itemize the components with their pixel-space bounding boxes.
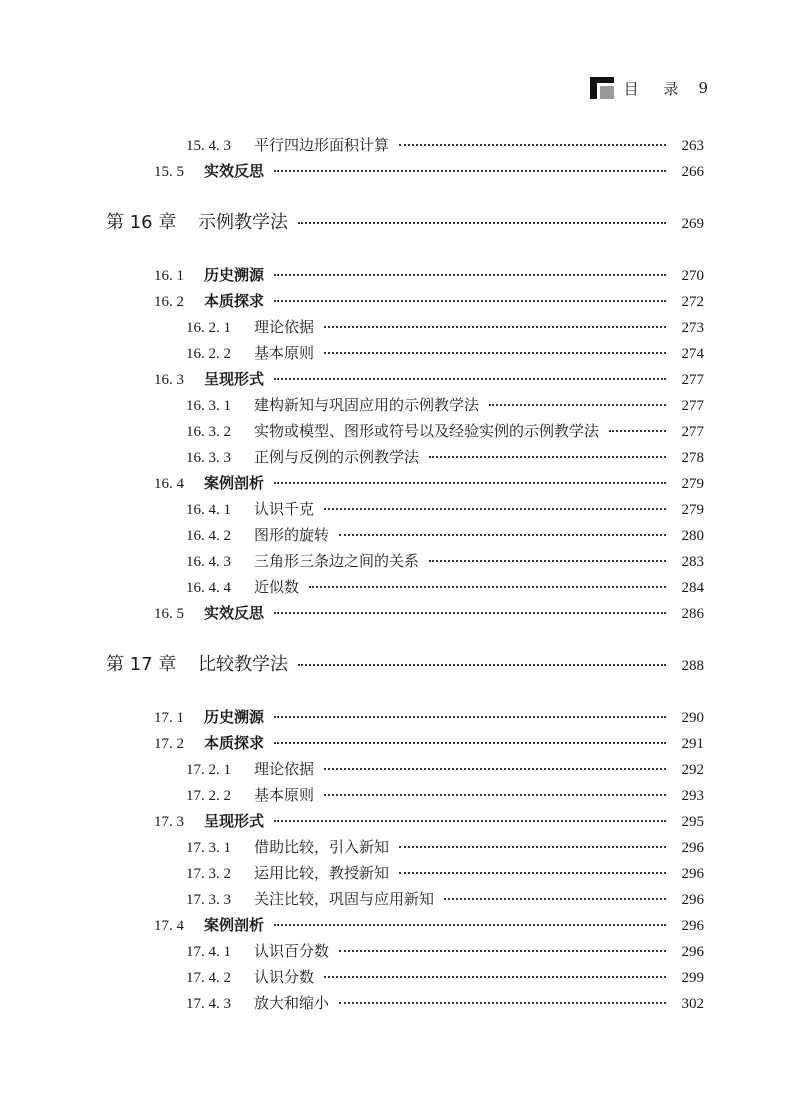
toc-entry-number: 16. 4. 2 (186, 528, 231, 544)
dot-leader (309, 586, 666, 588)
toc-entry-page: 277 (681, 424, 704, 440)
toc-entry (154, 289, 704, 313)
toc-entry-number: 16. 5 (154, 606, 184, 622)
toc-entry-title: 历史溯源 (204, 266, 265, 284)
dot-leader (609, 430, 666, 432)
toc-entry (154, 731, 704, 755)
dot-leader (324, 794, 666, 796)
toc-entry-title: 案例剖析 (204, 916, 265, 934)
toc-entry-page: 273 (681, 320, 704, 336)
dot-leader (324, 768, 666, 770)
toc-entry (154, 367, 704, 391)
dot-leader (274, 482, 666, 484)
toc-entry-title: 基本原则 (254, 344, 315, 362)
toc-entry (186, 549, 704, 573)
toc-entry-number: 17. 4. 3 (186, 996, 231, 1012)
dot-leader (399, 144, 666, 146)
toc-entry (154, 601, 704, 625)
toc-entry-title: 基本原则 (254, 786, 315, 804)
toc-entry-title: 认识分数 (254, 968, 315, 986)
toc-entry (186, 315, 704, 339)
toc-entry (186, 133, 704, 157)
toc-entry-page: 270 (681, 268, 704, 284)
toc-entry-page: 266 (681, 164, 704, 180)
dot-leader (274, 274, 666, 276)
toc-entry-title: 正例与反例的示例教学法 (254, 448, 420, 466)
toc-entry-page: 263 (681, 138, 704, 154)
dot-leader (429, 560, 666, 562)
toc-entry-page: 283 (681, 554, 704, 570)
toc-entry-title: 借助比较，引入新知 (254, 838, 390, 856)
toc-entry (154, 471, 704, 495)
toc-entry-number: 15. 4. 3 (186, 138, 231, 154)
toc-entry (186, 523, 704, 547)
toc-entry (186, 341, 704, 365)
chapter-entry (106, 650, 704, 680)
toc-entry-title: 理论依据 (254, 318, 315, 336)
toc-entry-number: 17. 2 (154, 736, 184, 752)
toc-entry (154, 705, 704, 729)
dot-leader (298, 664, 666, 666)
dot-leader (298, 222, 666, 224)
dot-leader (324, 352, 666, 354)
toc-entry (186, 939, 704, 963)
dot-leader (274, 820, 666, 822)
toc-entry-page: 284 (681, 580, 704, 596)
toc-entry-number: 16. 3. 2 (186, 424, 231, 440)
toc-entry-title: 三角形三条边之间的关系 (254, 552, 420, 570)
toc-entry-title: 实物或模型、图形或符号以及经验实例的示例教学法 (254, 422, 600, 440)
dot-leader (274, 612, 666, 614)
toc-entry-page: 279 (681, 502, 704, 518)
dot-leader (339, 950, 666, 952)
toc-entry (186, 861, 704, 885)
toc-entry-number: 17. 4. 2 (186, 970, 231, 986)
toc-entry-page: 274 (681, 346, 704, 362)
toc-entry-page: 296 (681, 944, 704, 960)
toc-entry-number: 16. 4. 4 (186, 580, 231, 596)
toc-entry-page: 296 (681, 918, 704, 934)
toc-entry-page: 291 (681, 736, 704, 752)
toc-entry-title: 近似数 (254, 578, 300, 596)
toc-entry-number: 17. 3. 1 (186, 840, 231, 856)
toc-entry-page: 302 (681, 996, 704, 1012)
toc-entry-number: 17. 3. 2 (186, 866, 231, 882)
toc-entry-number: 17. 3. 3 (186, 892, 231, 908)
dot-leader (339, 1002, 666, 1004)
toc-entry-title: 历史溯源 (204, 708, 265, 726)
toc-entry (186, 991, 704, 1015)
chapter-number: 第 16 章 (106, 212, 177, 233)
toc-entry-title: 呈现形式 (204, 812, 265, 830)
toc-entry-number: 16. 2. 2 (186, 346, 231, 362)
toc-entry-title: 关注比较，巩固与应用新知 (254, 890, 435, 908)
dot-leader (274, 742, 666, 744)
header-page-number: 9 (698, 79, 708, 97)
toc-entry-number: 17. 4 (154, 918, 184, 934)
toc-entry-title: 认识千克 (254, 500, 315, 518)
toc-entry (186, 419, 704, 443)
dot-leader (324, 976, 666, 978)
dot-leader (274, 924, 666, 926)
toc-entry (186, 965, 704, 989)
toc-entry-page: 286 (681, 606, 704, 622)
toc-entry-page: 296 (681, 840, 704, 856)
toc-entry (154, 913, 704, 937)
toc-entry-page: 272 (681, 294, 704, 310)
toc-entry (154, 263, 704, 287)
chapter-page: 269 (681, 216, 704, 232)
dot-leader (444, 898, 666, 900)
toc-entry (186, 835, 704, 859)
chapter-title: 示例教学法 (198, 212, 288, 233)
toc-entry (186, 393, 704, 417)
toc-entry-page: 295 (681, 814, 704, 830)
toc-entry-page: 279 (681, 476, 704, 492)
toc-entry (186, 887, 704, 911)
toc-entry-number: 17. 3 (154, 814, 184, 830)
toc-entry (154, 159, 704, 183)
toc-entry (186, 575, 704, 599)
toc-entry-page: 280 (681, 528, 704, 544)
toc-entry-number: 16. 2. 1 (186, 320, 231, 336)
chapter-title: 比较教学法 (198, 654, 288, 675)
toc-entry-title: 呈现形式 (204, 370, 265, 388)
toc-entry-page: 296 (681, 866, 704, 882)
toc-entry-number: 16. 3. 3 (186, 450, 231, 466)
toc-entry-page: 293 (681, 788, 704, 804)
toc-entry (186, 757, 704, 781)
dot-leader (274, 300, 666, 302)
dot-leader (274, 716, 666, 718)
dot-leader (339, 534, 666, 536)
dot-leader (324, 508, 666, 510)
toc-entry-title: 平行四边形面积计算 (254, 136, 390, 154)
toc-entry-title: 实效反思 (204, 162, 265, 180)
dot-leader (274, 378, 666, 380)
dot-leader (274, 170, 666, 172)
header-title: 目 录 (623, 79, 689, 98)
toc-entry-page: 292 (681, 762, 704, 778)
toc-entry-number: 17. 1 (154, 710, 184, 726)
toc-entry-number: 16. 4. 3 (186, 554, 231, 570)
toc-entry-page: 296 (681, 892, 704, 908)
toc-entry-number: 16. 1 (154, 268, 184, 284)
toc-entry-title: 认识百分数 (254, 942, 330, 960)
toc-entry (186, 445, 704, 469)
chapter-entry (106, 208, 704, 238)
dot-leader (399, 846, 666, 848)
toc-entry-title: 图形的旋转 (254, 526, 330, 544)
toc-entry-title: 本质探求 (204, 734, 265, 752)
toc-entry-title: 运用比较，教授新知 (254, 864, 390, 882)
toc-entry-number: 16. 3 (154, 372, 184, 388)
toc-entry-number: 16. 3. 1 (186, 398, 231, 414)
toc-entry-title: 理论依据 (254, 760, 315, 778)
toc-entry-number: 17. 4. 1 (186, 944, 231, 960)
toc-entry-page: 277 (681, 372, 704, 388)
toc-entry (186, 783, 704, 807)
toc-entry-number: 16. 2 (154, 294, 184, 310)
toc-entry (186, 497, 704, 521)
toc-entry-number: 17. 2. 2 (186, 788, 231, 804)
toc-entry (154, 809, 704, 833)
toc-entry-page: 290 (681, 710, 704, 726)
toc-entry-title: 本质探求 (204, 292, 265, 310)
dot-leader (489, 404, 666, 406)
dot-leader (399, 872, 666, 874)
toc-entry-page: 278 (681, 450, 704, 466)
toc-entry-page: 277 (681, 398, 704, 414)
dot-leader (429, 456, 666, 458)
toc-entry-title: 建构新知与巩固应用的示例教学法 (254, 396, 480, 414)
chapter-number: 第 17 章 (106, 654, 177, 675)
toc-entry-number: 17. 2. 1 (186, 762, 231, 778)
toc-entry-number: 15. 5 (154, 164, 184, 180)
toc-entry-title: 放大和缩小 (254, 994, 330, 1012)
toc-entry-number: 16. 4 (154, 476, 184, 492)
toc-entry-number: 16. 4. 1 (186, 502, 231, 518)
toc-entry-title: 实效反思 (204, 604, 265, 622)
toc-entry-page: 299 (681, 970, 704, 986)
chapter-page: 288 (681, 658, 704, 674)
dot-leader (324, 326, 666, 328)
toc-entry-title: 案例剖析 (204, 474, 265, 492)
